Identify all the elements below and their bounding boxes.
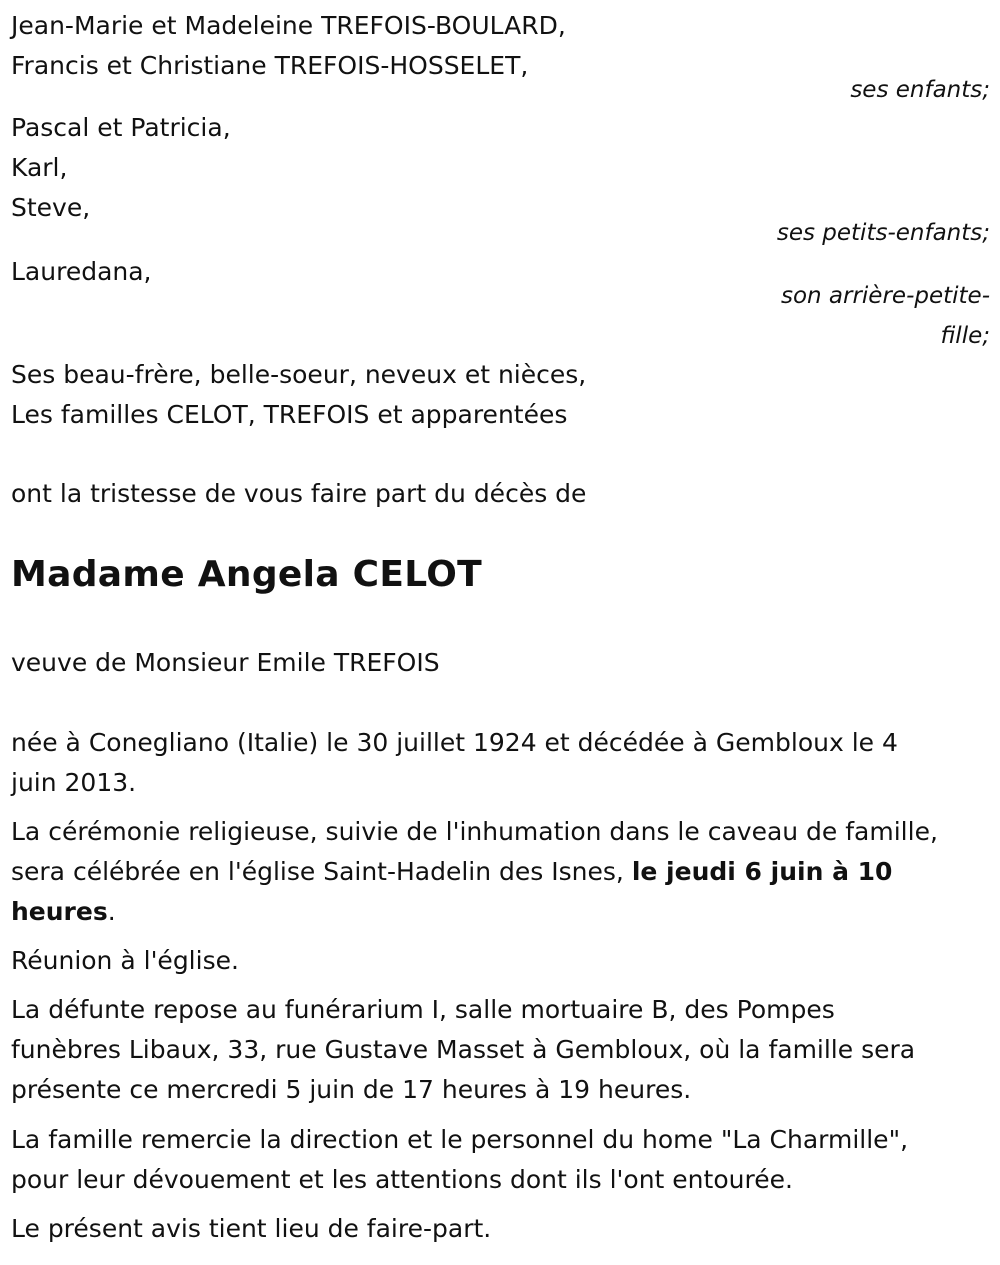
rest-line-2: funèbres Libaux, 33, rue Gustave Masset à Gembloux, où la famille sera bbox=[11, 1035, 916, 1064]
closing-text: Le présent avis tient lieu de faire-part. bbox=[11, 1214, 492, 1243]
children-line-1: Jean-Marie et Madeleine TREFOIS-BOULARD, bbox=[11, 11, 566, 40]
children-line-2: Francis et Christiane TREFOIS-HOSSELET, bbox=[11, 51, 529, 80]
grandchildren-line-2: Karl, bbox=[11, 153, 68, 182]
ceremony-line-2 bbox=[11, 852, 892, 892]
rest-line-1: La défunte repose au funérarium I, salle mortuaire B, des Pompes bbox=[11, 995, 835, 1024]
rest-line-3: présente ce mercredi 5 juin de 17 heures à 19 heures. bbox=[11, 1075, 692, 1104]
ceremony-date-time: le jeudi 6 juin à 10 bbox=[631, 857, 893, 886]
grandchildren-role: ses petits-enfants; bbox=[776, 220, 990, 246]
relatives-line-1: Ses beau-frère, belle-soeur, neveux et nièces, bbox=[11, 360, 587, 389]
children-role: ses enfants; bbox=[850, 77, 990, 103]
birth-death-line-2: juin 2013. bbox=[11, 768, 137, 797]
grandchildren-line-1: Pascal et Patricia, bbox=[11, 113, 231, 142]
ceremony-line-3 bbox=[11, 892, 116, 932]
birth-death-line-1: née à Conegliano (Italie) le 30 juillet 1924 et décédée à Gembloux le 4 bbox=[11, 728, 898, 757]
relatives-line-2: Les familles CELOT, TREFOIS et apparentées bbox=[11, 400, 568, 429]
widow-of-text: veuve de Monsieur Emile TREFOIS bbox=[11, 648, 440, 677]
thanks-line-1: La famille remercie la direction et le personnel du home "La Charmille", bbox=[11, 1125, 909, 1154]
ceremony-line-1: La cérémonie religieuse, suivie de l'inhumation dans le caveau de famille, bbox=[11, 817, 938, 846]
announcement-text: ont la tristesse de vous faire part du décès de bbox=[11, 479, 587, 508]
grandchildren-line-3: Steve, bbox=[11, 193, 91, 222]
thanks-line-2: pour leur dévouement et les attentions dont ils l'ont entourée. bbox=[11, 1165, 793, 1194]
ceremony-hours: heures bbox=[11, 897, 108, 926]
ceremony-period: . bbox=[107, 897, 116, 926]
deceased-name: Madame Angela CELOT bbox=[11, 554, 483, 595]
great-granddaughter-role-2: fille; bbox=[940, 323, 990, 349]
meeting-text: Réunion à l'église. bbox=[11, 946, 239, 975]
great-granddaughter-role-1: son arrière-petite- bbox=[780, 283, 990, 309]
ceremony-line-2-text: sera célébrée en l'église Saint-Hadelin des Isnes, bbox=[11, 857, 632, 886]
great-granddaughter-line: Lauredana, bbox=[11, 257, 152, 286]
